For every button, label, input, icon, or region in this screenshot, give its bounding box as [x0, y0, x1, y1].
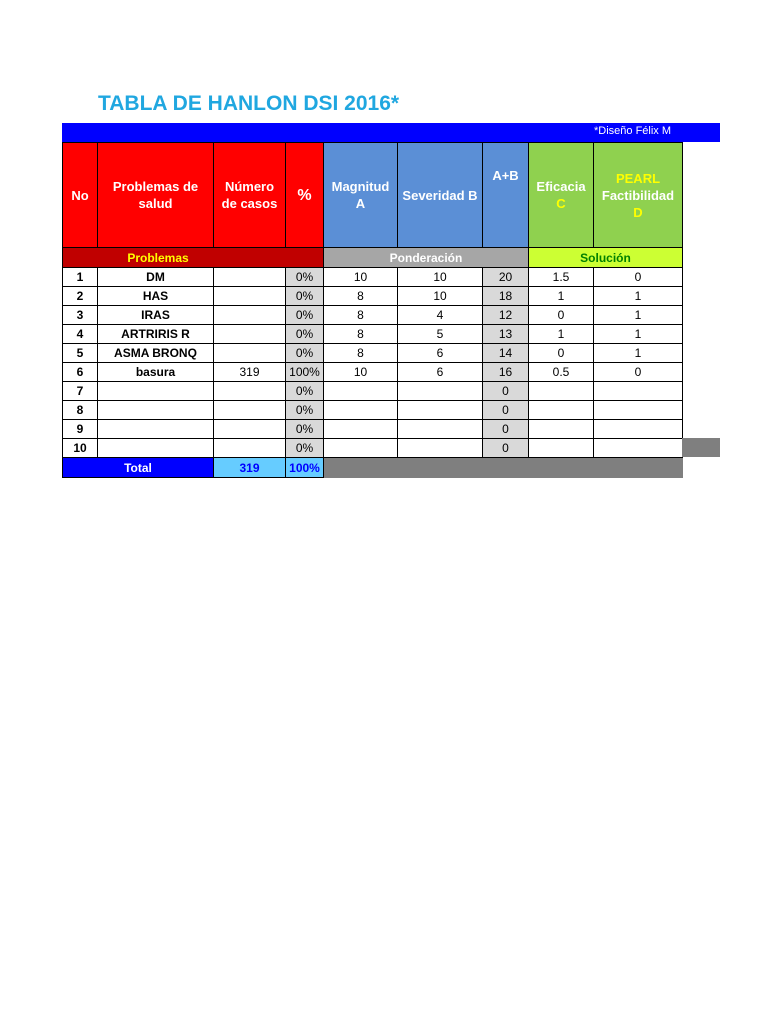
- header-magnitud-letter: A: [355, 196, 366, 211]
- cell-eficacia: 1.5: [529, 268, 594, 287]
- cell-no: 6: [63, 363, 98, 382]
- cell-severidad: [398, 420, 483, 439]
- cell-suma: 16: [483, 363, 529, 382]
- cell-problema: IRAS: [98, 306, 214, 325]
- cell-pct: 100%: [286, 363, 324, 382]
- design-credit-bar: [62, 123, 720, 142]
- header-factibilidad-letter: D: [633, 204, 643, 220]
- cell-pct: 0%: [286, 401, 324, 420]
- header-pearl: [594, 143, 683, 248]
- cell-factibilidad: 1: [594, 344, 683, 363]
- cell-eficacia: [529, 382, 594, 401]
- cell-suma: 14: [483, 344, 529, 363]
- table-row: [63, 363, 683, 382]
- cell-eficacia: 0.5: [529, 363, 594, 382]
- hanlon-table: [62, 142, 683, 478]
- cell-no: 9: [63, 420, 98, 439]
- header-severidad: Severidad B: [398, 143, 483, 248]
- cell-pct: 0%: [286, 439, 324, 458]
- cell-casos: [214, 268, 286, 287]
- cell-severidad: 6: [398, 344, 483, 363]
- subheader-problemas: [63, 248, 324, 268]
- cell-magnitud: 10: [324, 268, 398, 287]
- cell-suma: 0: [483, 401, 529, 420]
- cell-eficacia: 1: [529, 325, 594, 344]
- cell-severidad: [398, 439, 483, 458]
- cell-suma: 18: [483, 287, 529, 306]
- cell-magnitud: 8: [324, 344, 398, 363]
- subheader-row: [63, 248, 683, 268]
- cell-eficacia: [529, 401, 594, 420]
- cell-severidad: [398, 382, 483, 401]
- cell-magnitud: 8: [324, 306, 398, 325]
- total-label: Total: [63, 458, 214, 478]
- subheader-ponderacion: Ponderación: [324, 248, 529, 268]
- cell-pct: 0%: [286, 306, 324, 325]
- cell-severidad: 5: [398, 325, 483, 344]
- cell-problema: [98, 382, 214, 401]
- cell-severidad: 10: [398, 268, 483, 287]
- cell-casos: [214, 420, 286, 439]
- cell-suma: 0: [483, 382, 529, 401]
- total-row: [63, 458, 683, 478]
- subheader-problemas-label: Problemas: [127, 250, 189, 265]
- table-row: [63, 420, 683, 439]
- cell-factibilidad: 0: [594, 268, 683, 287]
- header-row: [63, 143, 683, 248]
- cell-severidad: 10: [398, 287, 483, 306]
- cell-casos: [214, 306, 286, 325]
- design-credit: *Diseño Félix M: [594, 125, 672, 137]
- cell-severidad: [398, 401, 483, 420]
- header-magnitud: [324, 143, 398, 248]
- cell-pct: 0%: [286, 344, 324, 363]
- table-row: [63, 401, 683, 420]
- header-numero: Número de casos: [214, 143, 286, 248]
- header-pearl-label: PEARL: [615, 170, 661, 186]
- cell-pct: 0%: [286, 420, 324, 439]
- header-factibilidad-label: Factibilidad: [601, 187, 675, 203]
- cell-casos: [214, 325, 286, 344]
- cell-magnitud: [324, 401, 398, 420]
- cell-factibilidad: [594, 439, 683, 458]
- cell-eficacia: [529, 439, 594, 458]
- header-magnitud-label: Magnitud: [331, 179, 390, 194]
- table-row: [63, 287, 683, 306]
- cell-factibilidad: 1: [594, 306, 683, 325]
- header-eficacia-letter: C: [556, 196, 566, 211]
- cell-factibilidad: [594, 382, 683, 401]
- cell-magnitud: 8: [324, 325, 398, 344]
- cell-no: 7: [63, 382, 98, 401]
- cell-eficacia: 0: [529, 344, 594, 363]
- cell-factibilidad: [594, 420, 683, 439]
- header-no: No: [63, 143, 98, 248]
- cell-pct: 0%: [286, 268, 324, 287]
- cell-no: 10: [63, 439, 98, 458]
- cell-eficacia: 0: [529, 306, 594, 325]
- cell-pct: 0%: [286, 382, 324, 401]
- cell-problema: DM: [98, 268, 214, 287]
- table-row: [63, 344, 683, 363]
- cell-problema: [98, 420, 214, 439]
- header-pct: %: [286, 143, 324, 248]
- cell-pct: 0%: [286, 325, 324, 344]
- table-row: [63, 325, 683, 344]
- cell-no: 5: [63, 344, 98, 363]
- cell-suma: 0: [483, 420, 529, 439]
- subheader-solucion: Solución: [529, 248, 683, 268]
- cell-severidad: 6: [398, 363, 483, 382]
- cell-casos: [214, 344, 286, 363]
- cell-no: 4: [63, 325, 98, 344]
- cell-suma: 20: [483, 268, 529, 287]
- cell-magnitud: 10: [324, 363, 398, 382]
- cell-no: 8: [63, 401, 98, 420]
- total-gray-extension: [682, 438, 720, 457]
- cell-magnitud: [324, 382, 398, 401]
- cell-casos: [214, 439, 286, 458]
- cell-problema: [98, 439, 214, 458]
- cell-factibilidad: [594, 401, 683, 420]
- cell-no: 3: [63, 306, 98, 325]
- cell-problema: basura: [98, 363, 214, 382]
- cell-pct: 0%: [286, 287, 324, 306]
- cell-factibilidad: 0: [594, 363, 683, 382]
- cell-problema: ASMA BRONQ: [98, 344, 214, 363]
- cell-factibilidad: 1: [594, 287, 683, 306]
- total-casos: 319: [214, 458, 286, 478]
- cell-casos: [214, 401, 286, 420]
- table-row: [63, 382, 683, 401]
- cell-suma: 13: [483, 325, 529, 344]
- cell-suma: 12: [483, 306, 529, 325]
- cell-factibilidad: 1: [594, 325, 683, 344]
- cell-magnitud: [324, 420, 398, 439]
- cell-eficacia: [529, 420, 594, 439]
- cell-no: 1: [63, 268, 98, 287]
- cell-problema: HAS: [98, 287, 214, 306]
- total-pct: 100%: [286, 458, 324, 478]
- cell-suma: 0: [483, 439, 529, 458]
- table-row: [63, 306, 683, 325]
- cell-casos: 319: [214, 363, 286, 382]
- header-problema: Problemas de salud: [98, 143, 214, 248]
- cell-severidad: 4: [398, 306, 483, 325]
- total-filler: [324, 458, 683, 478]
- header-eficacia-label: Eficacia: [536, 179, 586, 194]
- cell-magnitud: 8: [324, 287, 398, 306]
- cell-no: 2: [63, 287, 98, 306]
- header-suma: A+B: [483, 143, 529, 248]
- cell-casos: [214, 287, 286, 306]
- cell-magnitud: [324, 439, 398, 458]
- header-eficacia: [529, 143, 594, 248]
- table-row: [63, 268, 683, 287]
- cell-problema: ARTRIRIS R: [98, 325, 214, 344]
- page-title: TABLA DE HANLON DSI 2016*: [98, 92, 400, 115]
- cell-problema: [98, 401, 214, 420]
- cell-eficacia: 1: [529, 287, 594, 306]
- table-row: [63, 439, 683, 458]
- cell-casos: [214, 382, 286, 401]
